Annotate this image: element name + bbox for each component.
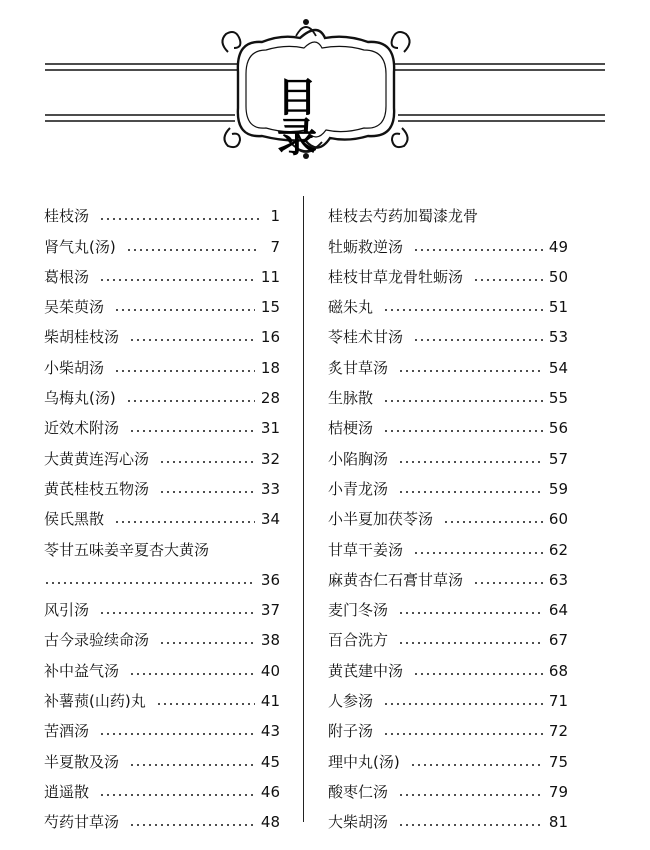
entry-name: 麻黄杏仁石膏甘草汤	[328, 570, 464, 589]
toc-entry[interactable]	[328, 498, 568, 528]
entry-name: 理中丸(汤)	[328, 752, 400, 771]
entry-name: 小陷胸汤	[328, 449, 389, 468]
dot-leader	[114, 521, 255, 523]
entry-page: 46	[260, 782, 280, 801]
entry-name: 炙甘草汤	[328, 358, 389, 377]
page-title: 目 录	[277, 75, 359, 161]
entry-page: 15	[260, 298, 280, 317]
dot-leader	[99, 612, 255, 614]
entry-name: 芍药甘草汤	[44, 813, 120, 832]
entry-page: 16	[260, 328, 280, 347]
toc-entry[interactable]	[44, 256, 280, 286]
entry-page: 36	[260, 570, 280, 589]
dot-leader	[129, 430, 255, 432]
entry-name: 酸枣仁汤	[328, 782, 389, 801]
dot-leader	[413, 673, 543, 675]
toc-entry[interactable]	[328, 437, 568, 467]
entry-name: 桂枝汤	[44, 207, 90, 226]
entry-page: 48	[260, 813, 280, 832]
entry-page: 81	[548, 813, 568, 832]
column-divider	[303, 196, 304, 822]
entry-page: 37	[260, 601, 280, 620]
entry-page: 45	[260, 752, 280, 771]
toc-entry[interactable]	[328, 377, 568, 407]
dot-leader	[129, 764, 255, 766]
toc-entry[interactable]	[328, 225, 568, 255]
entry-name: 柴胡桂枝汤	[44, 328, 120, 347]
toc-entry[interactable]	[44, 649, 280, 679]
toc-entry[interactable]	[44, 528, 280, 558]
entry-name: 桔梗汤	[328, 419, 374, 438]
dot-leader	[398, 612, 543, 614]
toc-entry[interactable]	[44, 801, 280, 831]
toc-entry[interactable]	[44, 286, 280, 316]
toc-entry[interactable]	[328, 528, 568, 558]
entry-page: 43	[260, 722, 280, 741]
dot-leader	[114, 370, 255, 372]
entry-page: 41	[260, 692, 280, 711]
entry-name: 大柴胡汤	[328, 813, 389, 832]
dot-leader	[156, 703, 255, 705]
entry-name: 苓桂术甘汤	[328, 328, 404, 347]
entry-name: 小柴胡汤	[44, 358, 105, 377]
title-ornament	[0, 0, 650, 175]
entry-name: 半夏散及汤	[44, 752, 120, 771]
dot-leader	[473, 279, 543, 281]
entry-page: 38	[260, 631, 280, 650]
toc-entry[interactable]	[328, 256, 568, 286]
entry-name: 大黄黄连泻心汤	[44, 449, 150, 468]
entry-page: 18	[260, 358, 280, 377]
entry-name: 黄芪建中汤	[328, 661, 404, 680]
entry-name: 肾气丸(汤)	[44, 237, 116, 256]
toc-entry[interactable]	[44, 498, 280, 528]
entry-name: 附子汤	[328, 722, 374, 741]
entry-page: 32	[260, 449, 280, 468]
entry-page: 55	[548, 389, 568, 408]
toc-entry[interactable]	[328, 771, 568, 801]
toc-entry[interactable]	[44, 377, 280, 407]
entry-page: 7	[270, 237, 280, 256]
dot-leader	[410, 764, 543, 766]
dot-leader	[99, 733, 255, 735]
entry-name: 乌梅丸(汤)	[44, 389, 116, 408]
dot-leader	[126, 400, 255, 402]
dot-leader	[129, 824, 255, 826]
dot-leader	[129, 673, 255, 675]
dot-leader	[159, 491, 255, 493]
entry-name: 甘草干姜汤	[328, 540, 404, 559]
entry-page: 31	[260, 419, 280, 438]
entry-page: 33	[260, 479, 280, 498]
entry-name: 苓甘五味姜辛夏杏大黄汤	[44, 540, 210, 559]
entry-name: 百合洗方	[328, 631, 389, 650]
entry-name: 桂枝甘草龙骨牡蛎汤	[328, 267, 464, 286]
dot-leader	[129, 339, 255, 341]
entry-page: 64	[548, 601, 568, 620]
entry-name: 葛根汤	[44, 267, 90, 286]
toc-entry[interactable]	[328, 680, 568, 710]
toc-entry[interactable]	[328, 195, 568, 225]
entry-page: 63	[548, 570, 568, 589]
toc-entry[interactable]	[44, 195, 280, 225]
entry-name: 补薯蓣(山药)丸	[44, 692, 146, 711]
dot-leader	[44, 582, 255, 584]
dot-leader	[443, 521, 543, 523]
dot-leader	[413, 552, 543, 554]
entry-page: 11	[260, 267, 280, 286]
entry-page: 34	[260, 510, 280, 529]
toc-entry[interactable]	[44, 680, 280, 710]
dot-leader	[473, 582, 543, 584]
dot-leader	[99, 794, 255, 796]
toc-right-column	[328, 195, 568, 831]
toc-entry[interactable]	[44, 225, 280, 255]
dot-leader	[413, 339, 543, 341]
toc-entry[interactable]	[328, 649, 568, 679]
entry-page: 1	[270, 207, 280, 226]
dot-leader	[159, 642, 255, 644]
dot-leader	[413, 249, 543, 251]
toc-entry[interactable]	[44, 437, 280, 467]
entry-name: 风引汤	[44, 601, 90, 620]
entry-name: 近效术附汤	[44, 419, 120, 438]
dot-leader	[383, 430, 543, 432]
dot-leader	[383, 733, 543, 735]
dot-leader	[398, 370, 543, 372]
entry-name: 桂枝去芍药加蜀漆龙骨	[328, 207, 479, 226]
dot-leader	[99, 218, 260, 220]
toc-entry[interactable]	[328, 346, 568, 376]
toc-entry[interactable]	[44, 589, 280, 619]
dot-leader	[99, 279, 255, 281]
entry-page: 53	[548, 328, 568, 347]
entry-name: 苦酒汤	[44, 722, 90, 741]
toc-entry[interactable]	[328, 407, 568, 437]
dot-leader	[159, 461, 255, 463]
dot-leader	[398, 491, 543, 493]
entry-page: 28	[260, 389, 280, 408]
dot-leader	[126, 249, 260, 251]
toc-entry[interactable]	[328, 710, 568, 740]
toc-entry[interactable]	[328, 559, 568, 589]
entry-page: 71	[548, 692, 568, 711]
entry-name: 小青龙汤	[328, 479, 389, 498]
toc-entry[interactable]	[44, 740, 280, 770]
toc-entry[interactable]	[328, 801, 568, 831]
entry-name: 小半夏加茯苓汤	[328, 510, 434, 529]
entry-name: 黄芪桂枝五物汤	[44, 479, 150, 498]
dot-leader	[398, 824, 543, 826]
toc-entry[interactable]	[44, 407, 280, 437]
dot-leader	[398, 461, 543, 463]
entry-page: 67	[548, 631, 568, 650]
entry-page: 40	[260, 661, 280, 680]
toc-entry[interactable]	[328, 619, 568, 649]
toc-entry[interactable]	[44, 316, 280, 346]
toc-entry[interactable]	[328, 740, 568, 770]
dot-leader	[398, 642, 543, 644]
entry-page: 59	[548, 479, 568, 498]
entry-name: 生脉散	[328, 389, 374, 408]
entry-name: 侯氏黑散	[44, 510, 105, 529]
entry-name: 牡蛎救逆汤	[328, 237, 404, 256]
entry-name: 古今录验续命汤	[44, 631, 150, 650]
toc-entry[interactable]	[44, 346, 280, 376]
entry-name: 磁朱丸	[328, 298, 374, 317]
entry-page: 60	[548, 510, 568, 529]
entry-page: 79	[548, 782, 568, 801]
entry-name: 补中益气汤	[44, 661, 120, 680]
entry-page: 50	[548, 267, 568, 286]
entry-page: 56	[548, 419, 568, 438]
toc-entry[interactable]	[44, 771, 280, 801]
toc-entry-continuation[interactable]	[44, 559, 280, 589]
toc-entry[interactable]	[328, 286, 568, 316]
toc-left-column	[44, 195, 280, 831]
entry-name: 吴茱萸汤	[44, 298, 105, 317]
entry-page: 51	[548, 298, 568, 317]
entry-page: 57	[548, 449, 568, 468]
dot-leader	[398, 794, 543, 796]
dot-leader	[114, 309, 255, 311]
entry-page: 68	[548, 661, 568, 680]
entry-name: 麦门冬汤	[328, 601, 389, 620]
entry-name: 人参汤	[328, 692, 374, 711]
toc-entry[interactable]	[44, 710, 280, 740]
entry-page: 75	[548, 752, 568, 771]
entry-page: 49	[548, 237, 568, 256]
toc-entry[interactable]	[44, 619, 280, 649]
toc-entry[interactable]	[328, 316, 568, 346]
dot-leader	[383, 309, 543, 311]
entry-name: 逍遥散	[44, 782, 90, 801]
entry-page: 72	[548, 722, 568, 741]
entry-page: 62	[548, 540, 568, 559]
dot-leader	[383, 703, 543, 705]
entry-page: 54	[548, 358, 568, 377]
toc-entry[interactable]	[328, 589, 568, 619]
toc-entry[interactable]	[328, 468, 568, 498]
dot-leader	[383, 400, 543, 402]
toc-entry[interactable]	[44, 468, 280, 498]
